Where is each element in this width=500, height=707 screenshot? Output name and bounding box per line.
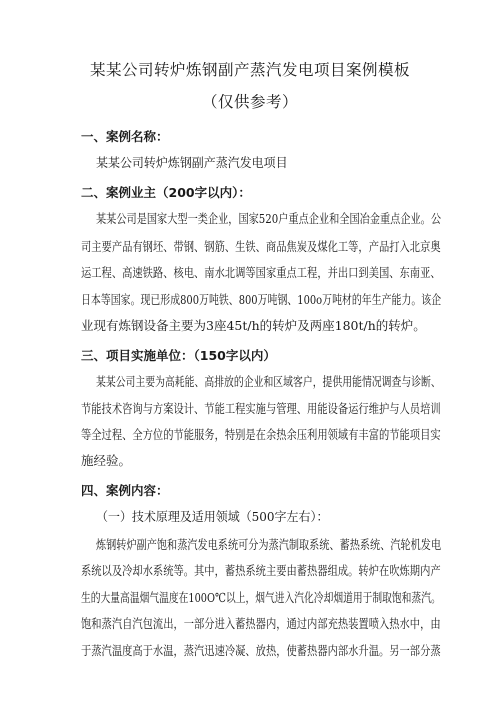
section-line: 施经验。 (81, 453, 132, 468)
section-line: 司主要产品有钢坯、带钢、钢筋、生铁、商品焦炭及煤化工等，产品打入北京奥 (81, 239, 441, 254)
section-heading-implementer: 三、项目实施单位：（150字以内） (81, 348, 276, 363)
section-line: 等全过程、全方位的节能服务，特别是在余热余压利用领域有丰富的节能项目实 (81, 427, 441, 442)
section-line: 日本等国家。现已形成800万吨铁、800万吨钢、100o万吨材的年生产能力。该企 (81, 292, 442, 307)
section-line: 运工程、高速铁路、核电、南水北调等国家重点工程，并出口到美国、东南亚、 (81, 265, 441, 280)
section-heading-case-name: 一、案例名称： (81, 129, 169, 144)
section-line: 节能技术咨询与方案设计、节能工程实施与管理、用能设备运行维护与人员培训 (81, 401, 441, 416)
section-heading-case-content: 四、案例内容： (81, 483, 169, 498)
section-line: 某某公司主要为高耗能、高排放的企业和区域客户，提供用能情况调查与诊断、 (96, 374, 441, 389)
section-heading-case-owner: 二、案例业主（200字以内）： (81, 185, 251, 200)
section-line: 于蒸汽温度高于水温，蒸汽迅速冷凝、放热，使蓄热器内部水升温。另一部分蒸 (81, 643, 441, 658)
section-line: 生的大量高温烟气温度在100O℃以上，烟气进入汽化冷却烟道用于制取饱和蒸汽。 (81, 590, 441, 605)
document-subtitle: （仅供参考） (201, 93, 298, 111)
section-line: 业现有炼钢设备主要为3座45t/h的转炉及两座180t/h的转炉。 (81, 318, 426, 333)
section-line: 某某公司是国家大型一类企业，国家520户重点企业和全国冶金重点企业。公 (96, 211, 442, 226)
section-line: 系统以及冷却水系统等。其中，蓄热系统主要由蓄热器组成。转炉在吹炼期内产 (81, 563, 441, 578)
section-line: 炼钢转炉副产饱和蒸汽发电系统可分为蒸汽制取系统、蓄热系统、汽轮机发电 (96, 537, 442, 552)
section-line: 某某公司转炉炼钢副产蒸汽发电项目 (96, 155, 288, 170)
document-title: 某某公司转炉炼钢副产蒸汽发电项目案例模板 (89, 61, 410, 79)
section-subheading: （一）技术原理及适用领域（500字左右）： (96, 509, 329, 524)
section-line: 饱和蒸汽自汽包流出，一部分进入蓄热器内，通过内部充热装置喷入热水中，由 (81, 616, 441, 631)
